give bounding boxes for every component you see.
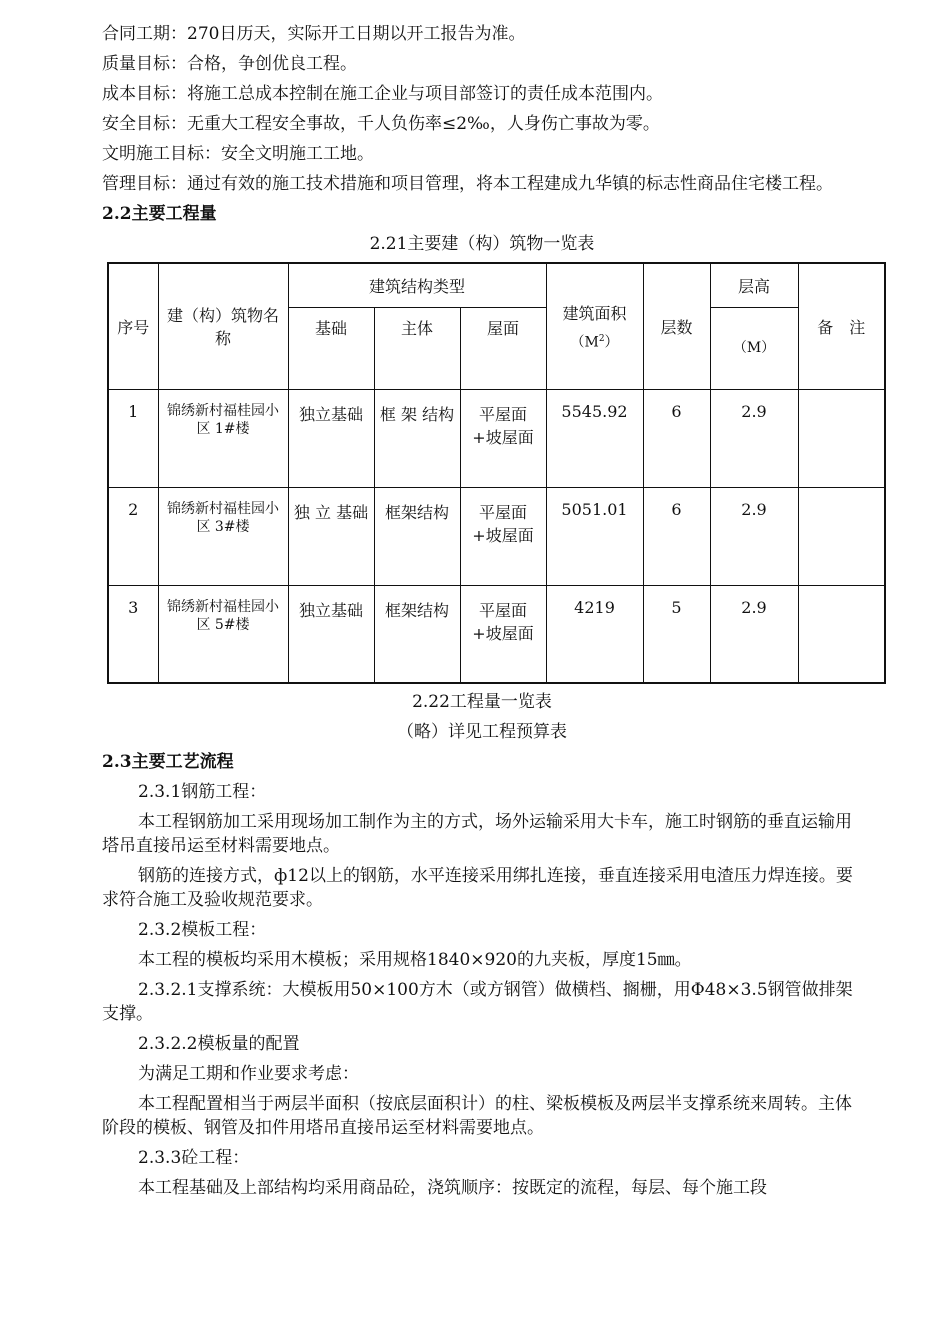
header-structure-type: 建筑结构类型 (288, 263, 546, 307)
header-main: 主体 (374, 307, 460, 389)
header-height: 层高 (710, 263, 798, 307)
cell-roof: 平屋面+坡屋面 (460, 389, 546, 487)
paragraph-concrete: 本工程基础及上部结构均采用商品砼，浇筑顺序：按既定的流程，每层、每个施工段 (138, 1178, 767, 1198)
cell-roof: 平屋面+坡屋面 (460, 487, 546, 585)
header-no: 序号 (108, 263, 158, 389)
cell-no: 2 (108, 487, 158, 585)
cell-height: 2.9 (710, 389, 798, 487)
table2-note: （略）详见工程预算表 (397, 722, 567, 742)
cell-remark (798, 585, 885, 683)
table-row (108, 487, 885, 585)
goal-duration: 合同工期：270日历天，实际开工日期以开工报告为准。 (102, 24, 526, 44)
header-roof: 屋面 (460, 307, 546, 389)
paragraph-formwork-configuration: 本工程配置相当于两层半面积（按底层面积计）的柱、梁板模板及两层半支撑系统来周转。主体阶段的模板、钢管及扣件用塔吊直接吊运至材料需要地点。 (102, 1094, 852, 1138)
section-heading-2-2: 2.2主要工程量 (102, 204, 217, 224)
cell-foundation: 独 立 基础 (288, 487, 374, 585)
cell-main: 框架结构 (374, 487, 460, 585)
table2-caption: 2.22工程量一览表 (412, 692, 552, 712)
paragraph-formwork-requirement: 为满足工期和作业要求考虑： (138, 1064, 359, 1084)
paragraph-support-system: 2.3.2.1支撑系统：大模板用50×100方木（或方钢管）做横档、搁栅，用Φ48×3.5钢管做排架支撑。 (102, 980, 853, 1024)
cell-area: 4219 (546, 585, 643, 683)
header-remark: 备 注 (798, 263, 885, 389)
paragraph-rebar-processing: 本工程钢筋加工采用现场加工制作为主的方式，场外运输采用大卡车，施工时钢筋的垂直运输用塔吊直接吊运至材料需要地点。 (102, 812, 852, 856)
goal-safety: 安全目标：无重大工程安全事故，千人负伤率≤2‰，人身伤亡事故为零。 (102, 114, 660, 134)
cell-name: 锦绣新村福桂园小区 3#楼 (158, 487, 288, 585)
header-foundation: 基础 (288, 307, 374, 389)
subsection-2-3-3-title: 2.3.3砼工程： (138, 1148, 250, 1168)
cell-main: 框 架 结构 (374, 389, 460, 487)
cell-name: 锦绣新村福桂园小区 1#楼 (158, 389, 288, 487)
table-row (108, 389, 885, 487)
cell-remark (798, 389, 885, 487)
cell-area: 5051.01 (546, 487, 643, 585)
document-page (102, 22, 866, 1200)
cell-floors: 6 (643, 389, 710, 487)
goal-quality: 质量目标：合格，争创优良工程。 (102, 54, 357, 74)
table-row (108, 585, 885, 683)
header-area-label: 建筑面积 (562, 303, 627, 323)
cell-floors: 6 (643, 487, 710, 585)
table1-caption: 2.21主要建（构）筑物一览表 (369, 234, 595, 254)
header-floors: 层数 (643, 263, 710, 389)
cell-height: 2.9 (710, 585, 798, 683)
header-area (546, 263, 643, 389)
goal-management: 管理目标：通过有效的施工技术措施和项目管理，将本工程建成九华镇的标志性商品住宅楼工程。 (102, 174, 833, 194)
subsection-2-3-2-title: 2.3.2模板工程： (138, 920, 267, 940)
cell-remark (798, 487, 885, 585)
subsection-2-3-2-2-title: 2.3.2.2模板量的配置 (138, 1034, 300, 1054)
buildings-table (107, 262, 886, 684)
header-name: 建（构）筑物名称 (158, 263, 288, 389)
cell-no: 3 (108, 585, 158, 683)
goal-civilized: 文明施工目标：安全文明施工工地。 (102, 144, 374, 164)
cell-height: 2.9 (710, 487, 798, 585)
goal-cost: 成本目标：将施工总成本控制在施工企业与项目部签订的责任成本范围内。 (102, 84, 663, 104)
cell-foundation: 独立基础 (288, 585, 374, 683)
cell-main: 框架结构 (374, 585, 460, 683)
cell-area: 5545.92 (546, 389, 643, 487)
subsection-2-3-1-title: 2.3.1钢筋工程： (138, 782, 267, 802)
header-height-unit: （M） (710, 307, 798, 389)
cell-foundation: 独立基础 (288, 389, 374, 487)
cell-no: 1 (108, 389, 158, 487)
paragraph-formwork: 本工程的模板均采用木模板；采用规格1840×920的九夹板，厚度15㎜。 (138, 950, 692, 970)
paragraph-rebar-connection: 钢筋的连接方式，ф12以上的钢筋，水平连接采用绑扎连接，垂直连接采用电渣压力焊连接。要求符合施工及验收规范要求。 (102, 866, 853, 910)
cell-name: 锦绣新村福桂园小区 5#楼 (158, 585, 288, 683)
cell-floors: 5 (643, 585, 710, 683)
cell-roof: 平屋面+坡屋面 (460, 585, 546, 683)
section-heading-2-3: 2.3主要工艺流程 (102, 752, 234, 772)
header-area-unit: $(M^2)$ (570, 333, 619, 351)
